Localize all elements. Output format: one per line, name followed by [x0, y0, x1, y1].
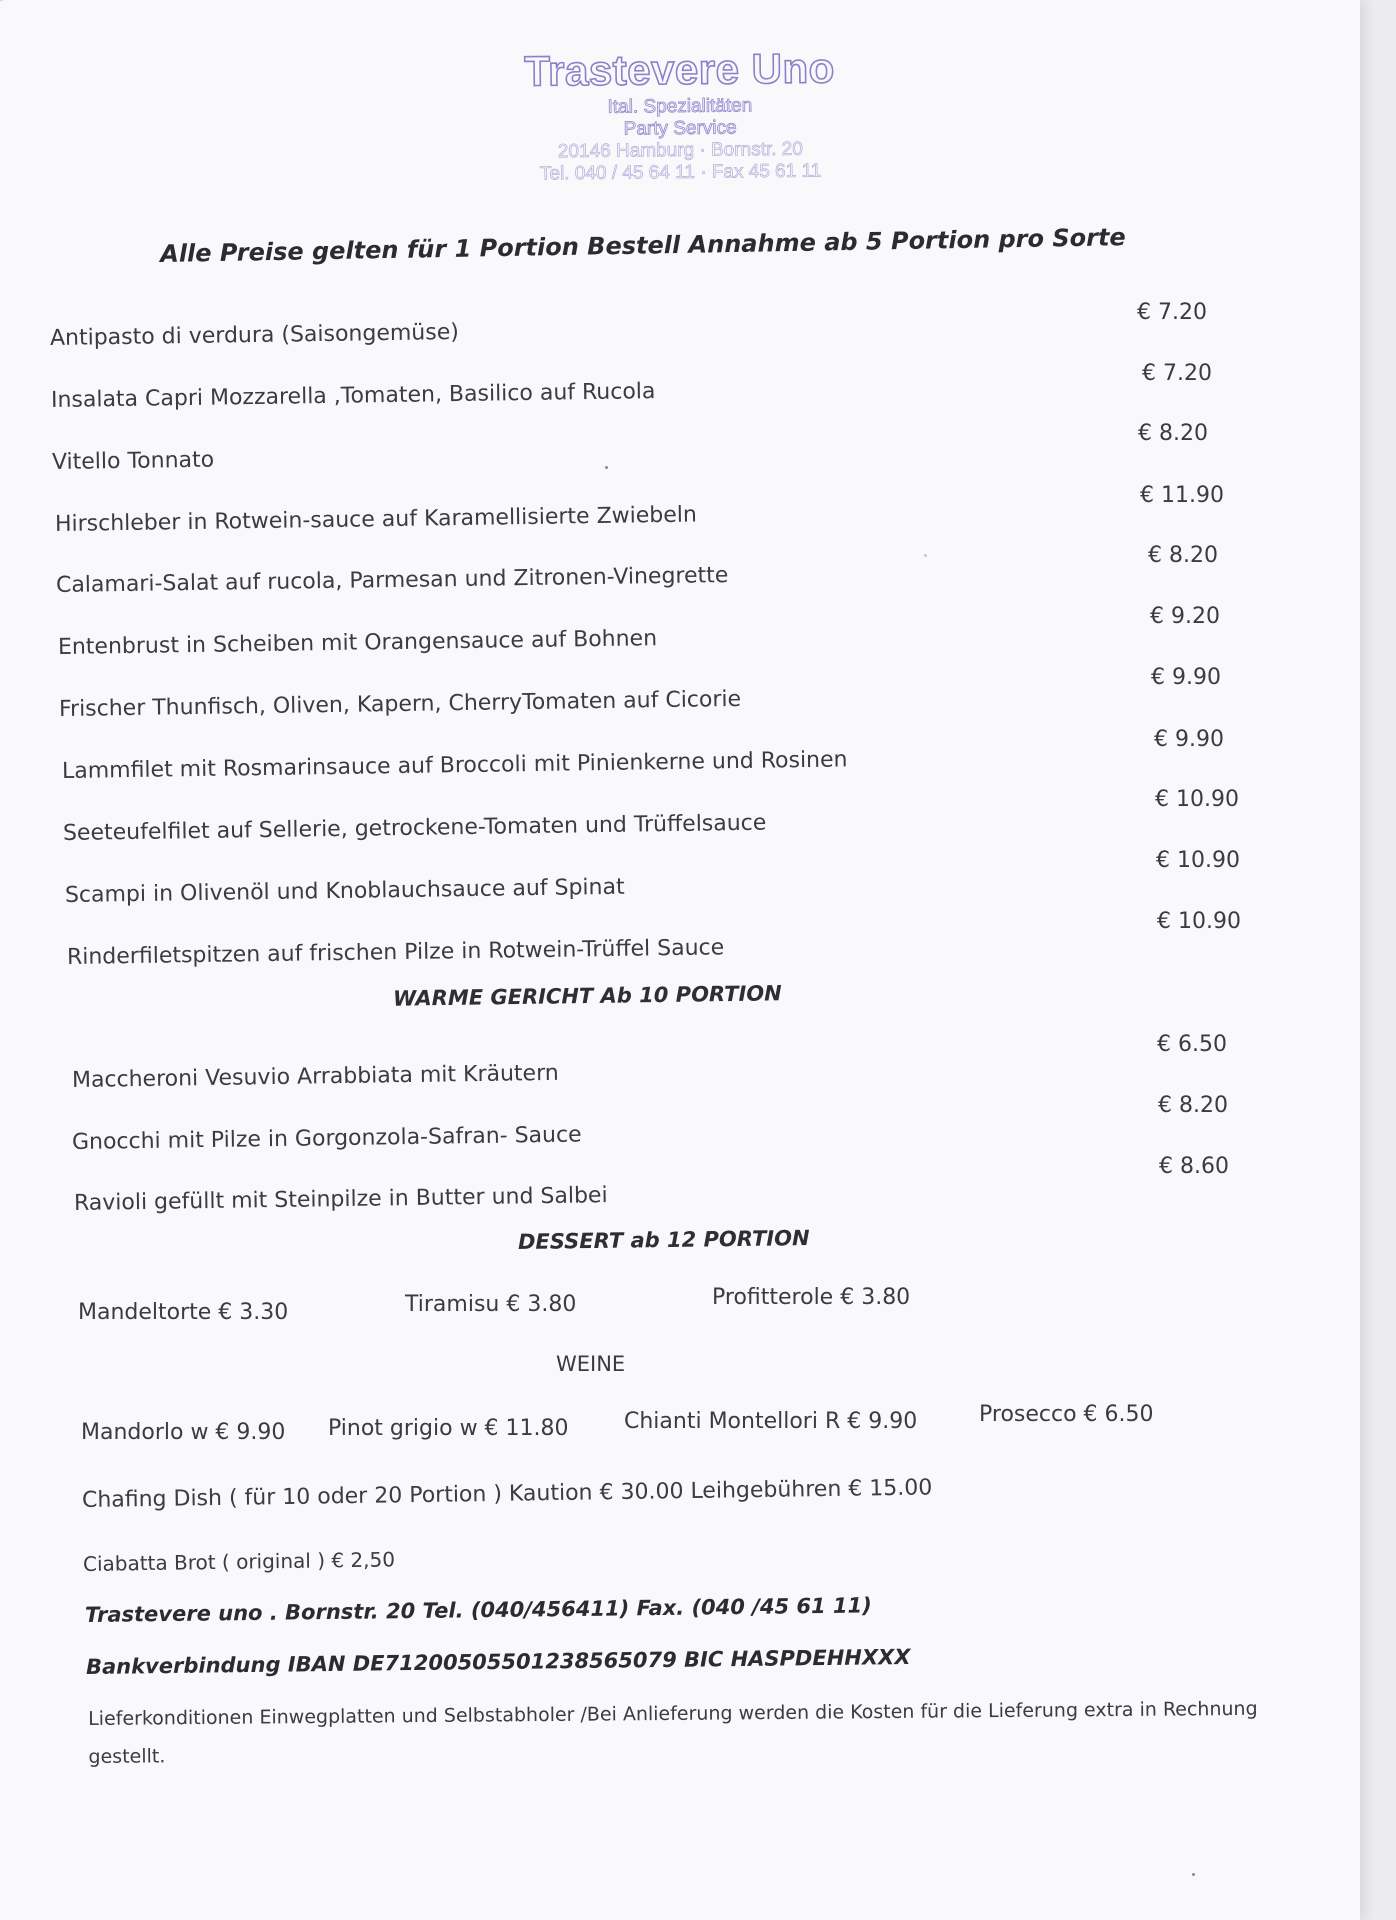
menu-item-name: Maccheroni Vesuvio Arrabbiata mit Kräutern — [71, 1060, 559, 1093]
menu-item-price: € 10.90 — [1157, 909, 1241, 934]
menu-item-name: Scampi in Olivenöl und Knoblauchsauce auf Spinat — [64, 874, 625, 908]
menu-item-name: Seeteufelfilet auf Sellerie, getrockene-Tomaten und Trüffelsauce — [62, 810, 767, 846]
stamp-line-party-service: Party Service — [623, 117, 737, 140]
warm-dishes-heading: WARME GERICHT Ab 10 PORTION — [392, 981, 782, 1011]
menu-item-price: € 9.90 — [1151, 665, 1221, 690]
menu-item-name: Vitello Tonnato — [51, 447, 215, 475]
menu-item-price: € 7.20 — [1137, 300, 1207, 325]
menu-item-price: € 10.90 — [1155, 787, 1239, 812]
scan-speck — [1192, 1873, 1195, 1876]
wine-pinot-grigio: Pinot grigio w € 11.80 — [328, 1416, 569, 1441]
stamp-line-address: 20146 Hamburg · Bornstr. 20 — [557, 138, 804, 163]
stamp-company-name: Trastevere Uno — [524, 44, 836, 95]
menu-item-price: € 6.50 — [1157, 1032, 1227, 1057]
scan-speck — [924, 554, 927, 557]
menu-item-price: € 7.20 — [1142, 361, 1212, 386]
menu-item-price: € 10.90 — [1156, 848, 1240, 873]
menu-item-name: Gnocchi mit Pilze in Gorgonzola-Safran- Sauce — [71, 1122, 582, 1155]
menu-item-name: Insalata Capri Mozzarella ,Tomaten, Basilico auf Rucola — [50, 379, 656, 413]
chafing-dish-line: Chafing Dish ( für 10 oder 20 Portion ) Kaution € 30.00 Leihgebühren € 15.00 — [81, 1475, 933, 1513]
dessert-tiramisu: Tiramisu € 3.80 — [405, 1292, 577, 1317]
menu-item-price: € 9.20 — [1150, 604, 1220, 629]
bank-details: Bankverbindung IBAN DE71200505501238565079 BIC HASPDEHHXXX — [85, 1644, 911, 1679]
menu-item-name: Hirschleber in Rotwein-sauce auf Karamellisierte Zwiebeln — [54, 502, 698, 537]
scan-speck — [605, 466, 608, 469]
wine-chianti: Chianti Montellori R € 9.90 — [624, 1409, 918, 1434]
stamp-line-phone: Tel. 040 / 45 64 11 · Fax 45 61 11 — [539, 160, 822, 185]
menu-item-price: € 9.90 — [1154, 727, 1224, 752]
dessert-mandeltorte: Mandeltorte € 3.30 — [78, 1300, 289, 1325]
wine-mandorlo: Mandorlo w € 9.90 — [81, 1420, 286, 1445]
dessert-profitterole: Profitterole € 3.80 — [712, 1285, 911, 1310]
menu-item-name: Calamari-Salat auf rucola, Parmesan und Zitronen-Vinegrette — [55, 563, 729, 598]
delivery-conditions: Lieferkonditionen Einwegplatten und Selbstabholer /Bei Anlieferung werden die Kosten für die Lieferung extra in Rechnung gestellt. — [88, 1697, 1258, 1768]
menu-item-name: Rinderfiletspitzen auf frischen Pilze in Rotwein-Trüffel Sauce — [66, 935, 725, 970]
wine-heading: WEINE — [556, 1352, 626, 1376]
menu-item-name: Frischer Thunfisch, Oliven, Kapern, CherryTomaten auf Cicorie — [58, 686, 742, 722]
wine-prosecco: Prosecco € 6.50 — [979, 1402, 1154, 1427]
menu-item-price: € 8.20 — [1138, 421, 1208, 446]
menu-item-name: Antipasto di verdura (Saisongemüse) — [49, 319, 460, 351]
stamp-line-specialties: Ital. Spezialitäten — [607, 95, 753, 118]
menu-item-price: € 11.90 — [1140, 483, 1224, 508]
menu-item-name: Entenbrust in Scheiben mit Orangensauce auf Bohnen — [57, 626, 658, 660]
dessert-heading: DESSERT ab 12 PORTION — [517, 1225, 810, 1255]
menu-item-price: € 8.20 — [1148, 543, 1218, 568]
menu-heading: Alle Preise gelten für 1 Portion Bestell Annahme ab 5 Portion pro Sorte — [160, 223, 1126, 268]
menu-item-price: € 8.20 — [1158, 1093, 1228, 1118]
menu-item-name: Ravioli gefüllt mit Steinpilze in Butter und Salbei — [73, 1183, 608, 1216]
menu-item-price: € 8.60 — [1159, 1154, 1229, 1179]
address-line: Trastevere uno . Bornstr. 20 Tel. (040/456411) Fax. (040 /45 61 11) — [84, 1593, 872, 1627]
menu-item-name: Lammfilet mit Rosmarinsauce auf Broccoli mit Pinienkerne und Rosinen — [61, 747, 848, 784]
ciabatta-line: Ciabatta Brot ( original ) € 2,50 — [82, 1547, 396, 1576]
